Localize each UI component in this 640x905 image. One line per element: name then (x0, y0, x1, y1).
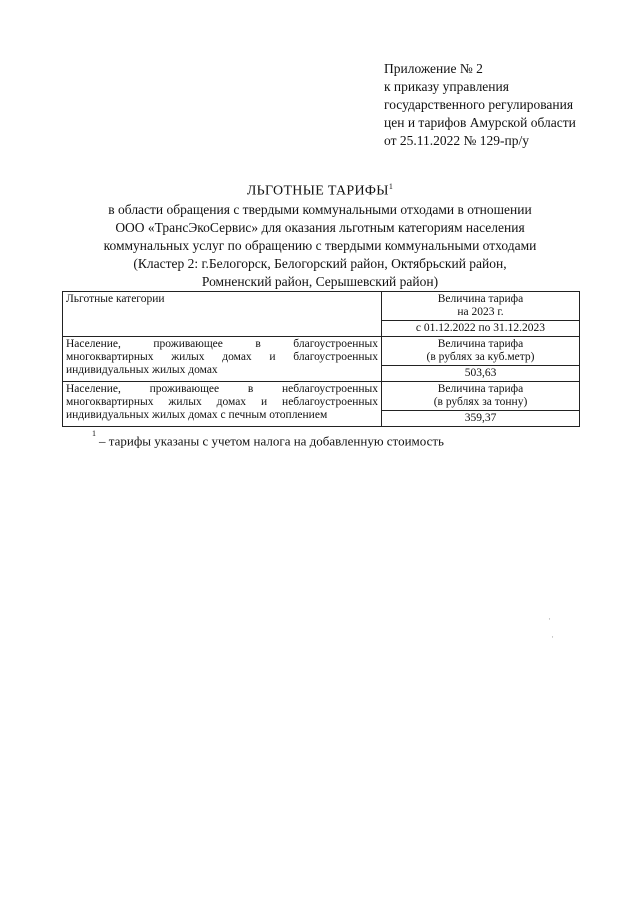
subtitle-line: Ромненский район, Серышевский район) (201, 273, 439, 289)
category-cell: Население, проживающее в неблагоустроенных многоквартирных жилых домах и неблагоустроенных индивидуальных жилых домах с печным отоплением (63, 382, 382, 427)
category-cell: Население, проживающее в благоустроенных многоквартирных жилых домах и благоустроенных индивидуальных жилых домах (63, 337, 382, 382)
col-header-tariff (382, 292, 580, 321)
annex-block (384, 60, 624, 150)
annex-line: от 25.11.2022 № 129-пр/у (384, 133, 529, 148)
title-text: ЛЬГОТНЫЕ ТАРИФЫ (246, 183, 389, 199)
unit-line: Величина тарифа (437, 338, 524, 350)
annex-line: к приказу управления (384, 79, 509, 94)
unit-line: (в рублях за тонну) (433, 396, 528, 408)
title-block (60, 178, 580, 291)
scan-speck: · (551, 632, 554, 642)
subtitle-line: (Кластер 2: г.Белогорск, Белогорский район, Октябрьский район, (133, 255, 507, 271)
unit-cell (382, 382, 580, 411)
col-header-categories: Льготные категории (63, 292, 382, 337)
footnote (92, 430, 444, 449)
footnote-text: – тарифы указаны с учетом налога на добавленную стоимость (99, 433, 444, 449)
title-footnote-mark: 1 (388, 182, 394, 191)
col-header-tariff-year: на 2023 г. (457, 306, 504, 318)
table-header-row (63, 292, 580, 321)
annex-line: Приложение № 2 (384, 61, 483, 76)
value-cell: 503,63 (382, 366, 580, 382)
unit-line: Величина тарифа (437, 383, 524, 395)
annex-line: цен и тарифов Амурской области (384, 115, 576, 130)
annex-line: государственного регулирования (384, 97, 574, 112)
unit-cell (382, 337, 580, 366)
table-row (63, 337, 580, 366)
subtitle-line: коммунальных услуг по обращению с твердыми коммунальными отходами (103, 237, 537, 253)
col-header-tariff-line: Величина тарифа (437, 293, 524, 305)
scan-speck: · (548, 614, 551, 624)
tariff-table (62, 291, 580, 427)
unit-line: (в рублях за куб.метр) (426, 351, 535, 363)
footnote-mark: 1 (92, 429, 96, 438)
document-title (60, 178, 580, 201)
subtitle (60, 201, 580, 291)
table-row (63, 382, 580, 411)
value-cell: 359,37 (382, 411, 580, 427)
subtitle-line: в области обращения с твердыми коммунальными отходами в отношении (108, 201, 532, 217)
period-cell: с 01.12.2022 по 31.12.2023 (382, 321, 580, 337)
subtitle-line: ООО «ТрансЭкоСервис» для оказания льготным категориям населения (115, 219, 525, 235)
